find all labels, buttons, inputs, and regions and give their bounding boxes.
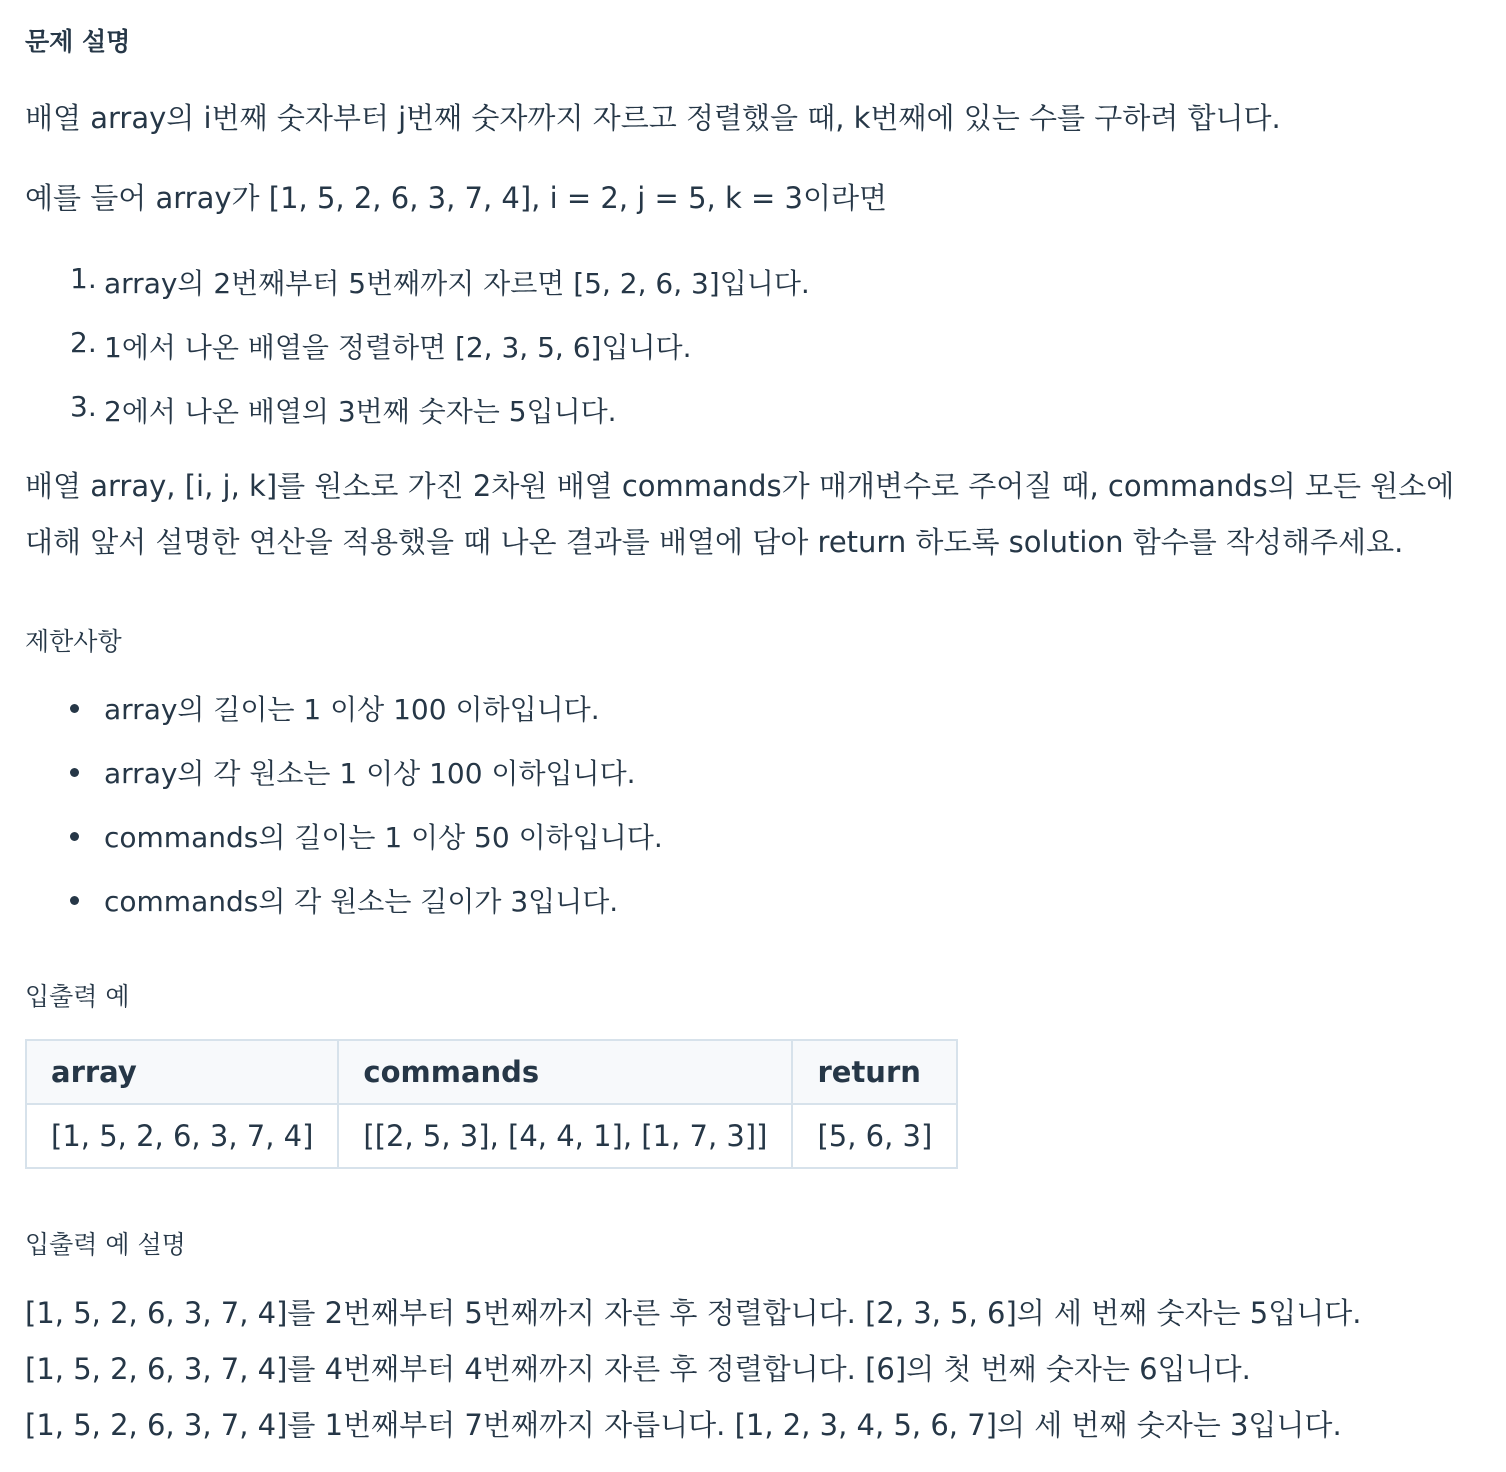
- constraint-text: array의 길이는 1 이상 100 이하입니다.: [104, 693, 600, 726]
- constraint-text: commands의 길이는 1 이상 50 이하입니다.: [104, 821, 663, 854]
- explanation-line: [1, 5, 2, 6, 3, 7, 4]를 4번째부터 4번째까지 자른 후 정렬합니다. [6]의 첫 번째 숫자는 6입니다.: [25, 1352, 1251, 1386]
- bullet-icon: [70, 768, 79, 777]
- step-text: 2에서 나온 배열의 3번째 숫자는 5입니다.: [104, 395, 617, 428]
- step-number: 2.: [70, 326, 97, 359]
- column-header-array: array: [26, 1040, 338, 1104]
- bullet-icon: [70, 832, 79, 841]
- table-header-row: [26, 1040, 957, 1104]
- bullet-icon: [70, 704, 79, 713]
- step-number: 1.: [70, 262, 97, 295]
- bullet-icon: [70, 896, 79, 905]
- io-example-heading: 입출력 예: [25, 982, 130, 1011]
- description-paragraph-3: 배열 array, [i, j, k]를 원소로 가진 2차원 배열 commands가 매개변수로 주어질 때, commands의 모든 원소에 대해 앞서 설명한 연산을 적용했을 때 나온 결과를 배열에 담아 return 하도록 solution 함수를 작성해주세요.: [25, 469, 1455, 559]
- io-explanation-heading: 입출력 예 설명: [25, 1230, 186, 1259]
- table-row: [26, 1104, 957, 1168]
- description-paragraph-2: 예를 들어 array가 [1, 5, 2, 6, 3, 7, 4], i = 2, j = 5, k = 3이라면: [25, 181, 887, 215]
- constraint-text: array의 각 원소는 1 이상 100 이하입니다.: [104, 757, 636, 790]
- step-text: 1에서 나온 배열을 정렬하면 [2, 3, 5, 6]입니다.: [104, 331, 692, 364]
- cell-array: [1, 5, 2, 6, 3, 7, 4]: [26, 1104, 338, 1168]
- cell-return: [5, 6, 3]: [792, 1104, 957, 1168]
- explanation-line: [1, 5, 2, 6, 3, 7, 4]를 1번째부터 7번째까지 자릅니다. [1, 2, 3, 4, 5, 6, 7]의 세 번째 숫자는 3입니다.: [25, 1408, 1342, 1442]
- cell-commands: [[2, 5, 3], [4, 4, 1], [1, 7, 3]]: [338, 1104, 792, 1168]
- constraint-text: commands의 각 원소는 길이가 3입니다.: [104, 885, 619, 918]
- column-header-commands: commands: [338, 1040, 792, 1104]
- constraints-heading: 제한사항: [25, 627, 122, 656]
- step-text: array의 2번째부터 5번째까지 자르면 [5, 2, 6, 3]입니다.: [104, 267, 810, 300]
- description-paragraph-1: 배열 array의 i번째 숫자부터 j번째 숫자까지 자르고 정렬했을 때, k번째에 있는 수를 구하려 합니다.: [25, 101, 1281, 135]
- io-example-table: [25, 1039, 958, 1169]
- column-header-return: return: [792, 1040, 957, 1104]
- step-number: 3.: [70, 390, 97, 423]
- explanation-line: [1, 5, 2, 6, 3, 7, 4]를 2번째부터 5번째까지 자른 후 정렬합니다. [2, 3, 5, 6]의 세 번째 숫자는 5입니다.: [25, 1296, 1362, 1330]
- problem-description-heading: 문제 설명: [25, 27, 131, 56]
